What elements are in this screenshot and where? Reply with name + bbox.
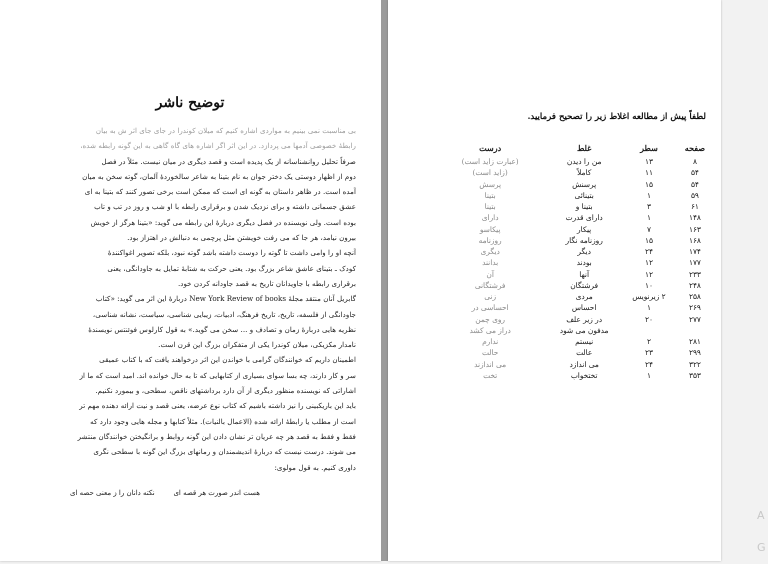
note-line: بوده است. ولی نویسنده در فصل دیگری دربارهٔ این رابطه می گوید: «بتینا هرگز از خویش	[90, 217, 356, 227]
errata-row	[440, 269, 720, 280]
errata-cell-line: ۱	[646, 190, 651, 200]
errata-cell-page: ۶۱	[690, 202, 699, 212]
errata-row	[440, 167, 720, 178]
errata-cell-page: ۲۸۱	[688, 337, 701, 347]
errata-cell-page: ۲۹۹	[688, 348, 701, 358]
errata-heading: لطفاً پیش از مطالعه اغلاط زیر را تصحیح فرمایید.	[527, 112, 706, 122]
verse-left-hemistich: نکته دانان را ز معنی حصه ای	[70, 489, 155, 497]
errata-cell-right: آن	[486, 269, 494, 279]
verse-right-hemistich: هست اندر صورت هر قصه ای	[173, 489, 260, 497]
errata-cell-line: ۲	[646, 337, 651, 347]
errata-row	[440, 179, 720, 190]
note-line: آمده است. در ظاهر داستان به گونه ای است که ممکن است برخی تصور کنند که بتینا به ای	[84, 187, 356, 197]
errata-cell-line	[628, 325, 670, 336]
errata-row	[440, 359, 720, 370]
errata-cell-right: می اندازند	[474, 359, 507, 369]
note-line: داوری کنیم. به قول مولوی:	[274, 462, 356, 472]
errata-cell-line: ۱۰	[644, 280, 653, 290]
errata-cell-wrong: می اندازد	[569, 359, 599, 369]
errata-cell-line: ۱	[646, 303, 651, 313]
errata-row	[440, 235, 720, 246]
errata-row	[440, 212, 720, 223]
errata-cell-right: حالت	[481, 348, 499, 358]
errata-cell-page: ۱۶۳	[688, 224, 701, 234]
errata-cell-page: ۳۵۳	[688, 370, 701, 380]
errata-row	[440, 347, 720, 358]
errata-cell-wrong: پیکار	[577, 224, 592, 234]
errata-cell-wrong: تختخواب	[570, 370, 598, 380]
verse	[70, 489, 260, 497]
errata-cell-right: بتینا	[484, 202, 496, 212]
errata-cell-line: ۱	[646, 213, 651, 223]
errata-cell-wrong: نیستم	[575, 337, 594, 347]
errata-cell-wrong: مردی	[575, 292, 593, 302]
errata-table	[440, 140, 720, 381]
errata-cell-line: ۱۲	[644, 269, 653, 279]
note-line: می شوند. درست نیست که دربارهٔ اندیشمندان و رمانهای بزرگ این گونه با سطحی نگری	[93, 447, 356, 457]
errata-cell-page: ۱۶۸	[688, 235, 701, 245]
errata-cell-line: ۱	[646, 370, 651, 380]
errata-cell-wrong: در زیر علف	[566, 314, 603, 324]
side-letter: G	[757, 541, 766, 554]
errata-cell-right: بتینا	[484, 190, 496, 200]
errata-cell-right: تخت	[483, 370, 498, 380]
note-line: بی مناسبت نمی بینیم به مواردی اشاره کنیم که میلان کوندرا در جای جای اثر ش به بیان	[95, 126, 356, 135]
errata-cell-right: (زاید است)	[472, 168, 508, 178]
errata-row	[440, 201, 720, 212]
errata-cell-wrong: بودند	[576, 258, 592, 268]
errata-cell-wrong: فرشتگان	[570, 280, 599, 290]
errata-cell-line: ۱۲	[644, 258, 653, 268]
errata-cell-right: دراز می کشد	[469, 325, 511, 335]
errata-cell-right: زنی	[484, 292, 497, 302]
errata-row	[440, 224, 720, 235]
errata-cell-right: بدانند	[482, 258, 499, 268]
errata-cell-line: ۱۱	[644, 168, 653, 178]
errata-row	[440, 280, 720, 291]
errata-cell-page: ۱۴۸	[688, 213, 701, 223]
note-line: بیرون نیامد، هر جا که می رفت خویشتن مثل پرچمی به دنبالش در اهتزاز بود.	[127, 233, 356, 243]
page-gutter	[381, 0, 388, 561]
note-line: کودک ـ بتینای عاشق شاعر بزرگ بود. یعنی حرکت به شتابهٔ تمایل به جاودانگی، یعنی	[107, 263, 356, 273]
errata-row	[440, 156, 720, 167]
errata-row	[440, 190, 720, 201]
errata-cell-line: ۱۵	[644, 179, 653, 189]
note-line: آنچه او را وامی داشت تا گوته را دوست داشته باشد گوته نبود، بلکه تصویر اغواکنندهٔ	[107, 248, 356, 258]
note-line: جاودانگی از فلسفه، تاریخ، تاریخ فرهنگ، ادبیات، زیبایی شناسی، سیاست، نشانه شناسی،	[92, 309, 356, 319]
errata-cell-page: ۳۲۲	[688, 359, 701, 369]
note-line: فقط و فقط به قصد هر چه عریان تر نشان دادن این گونه روابط و برانگیختن خوانندگان منتشر	[77, 431, 356, 441]
errata-cell-right: احساسی در	[471, 303, 509, 313]
errata-cell-page: ۲۷۷	[688, 314, 701, 324]
note-line: اشاراتی که نویسنده منظور دیگری از آن دارد برداشتهای ناقص، سطحی، و بیمورد نکنیم.	[95, 386, 356, 396]
note-line: است از مطلب یا رابطهٔ ارائه شده (الاعمال بالنیات). مثلاً کتابها و مجله هایی وجود دارد که	[90, 416, 356, 426]
header-right: درست	[479, 143, 502, 153]
note-line: اطمینان داریم که خوانندگان گرامی با خواندن این اثر درخواهند یافت که با کتاب عمیقی	[99, 355, 356, 365]
errata-row	[440, 314, 720, 325]
note-line: رابطهٔ خصوصی آدمها می پردازد. در این اثر اگر اشاره های گاه گاهی به این گونه رابطه شده،	[80, 141, 356, 151]
errata-header-row	[440, 140, 720, 156]
note-line: عشق جسمانی داشته و برای نزدیک شدن و برقراری رابطه با او شب و روز در تب و تاب	[94, 202, 356, 212]
errata-cell-wrong: مدفون می شود	[559, 325, 609, 335]
errata-cell-right: (عبارت زاید است)	[461, 157, 519, 167]
errata-cell-page: ۱۷۷	[688, 258, 701, 268]
errata-cell-right: روزنامه	[478, 235, 502, 245]
errata-row	[440, 246, 720, 257]
errata-cell-page: ۲۳۳	[688, 269, 701, 279]
errata-cell-line: ۲۴	[644, 359, 653, 369]
note-line: نامدار مکزیکی، میلان کوندرا یکی از متفکران بزرگ این قرن است.	[158, 340, 356, 350]
errata-row	[440, 291, 720, 302]
errata-cell-right: فرشتگانی	[474, 280, 506, 290]
errata-cell-right: روی چمن	[475, 314, 506, 324]
errata-cell-page: ۵۴	[690, 179, 699, 189]
errata-cell-wrong: احساس	[571, 303, 597, 313]
errata-cell-wrong: دارای قدرت	[565, 213, 603, 223]
errata-cell-wrong: عالت	[576, 348, 593, 358]
errata-body	[440, 156, 720, 381]
errata-cell-page: ۵۴	[690, 168, 699, 178]
errata-cell-page: ۲۴۸	[688, 280, 701, 290]
errata-row	[440, 370, 720, 381]
errata-row	[440, 336, 720, 347]
errata-cell-page: ۸	[692, 157, 697, 167]
errata-cell-wrong: بتینا و	[575, 202, 593, 212]
publisher-note-title: توضیح ناشر	[155, 95, 225, 111]
errata-cell-line: ۲۳	[644, 348, 653, 358]
errata-cell-page: ۱۷۴	[688, 247, 701, 257]
errata-cell-line: ۲ زیرنویس	[632, 292, 666, 302]
note-line: گابریل آنان منتقد مجلهٔ New York Review of books دربارهٔ این اثر می گوید: «کتاب	[95, 294, 356, 304]
errata-cell-right: دارای	[481, 213, 499, 223]
errata-row	[440, 325, 720, 336]
errata-row	[440, 302, 720, 313]
errata-cell-line: ۱۳	[644, 157, 653, 167]
errata-cell-wrong: روزنامه نگار	[565, 235, 603, 245]
errata-cell-right: ندارم	[482, 337, 499, 347]
errata-cell-line: ۷	[646, 224, 651, 234]
errata-cell-wrong: بتینائی	[574, 190, 594, 200]
errata-cell-page: ۲۵۸	[688, 292, 701, 302]
errata-cell-page	[670, 325, 720, 336]
note-line: صرفاً تحلیل روانشناسانه از یک پدیده است و قصد دیگری در میان نیست. مثلاً در فصل	[101, 156, 356, 166]
note-line: باید این باریکبینی را نیز داشته باشیم که کتاب نوع عرضه، یعنی قصد و نیت ارائه دهنده مهم تر	[79, 401, 356, 411]
note-line: برقراری رابطه با جاویدانان تاریخ به قصد جاودانه کردن خود.	[177, 278, 356, 288]
header-wrong: غلط	[576, 143, 592, 153]
note-line: دوم از اظهار دوستی یک دختر جوان به نام بتینا به شاعر سالخوردهٔ آلمان، گوته سخن به میان	[82, 171, 356, 181]
errata-cell-line: ۳	[646, 202, 651, 212]
errata-cell-right: دیگری	[480, 247, 500, 257]
errata-cell-right: پرسش	[479, 179, 502, 189]
note-line: سر و کار دارند، چه بسا سوای بسیاری از کتابهایی که تا به حال خوانده اند. امید است که ما از	[79, 370, 356, 380]
errata-cell-page: ۲۶۹	[688, 303, 701, 313]
errata-cell-line: ۲۴	[644, 247, 653, 257]
errata-cell-page: ۵۹	[690, 190, 699, 200]
errata-cell-line: ۱۵	[644, 235, 653, 245]
errata-row	[440, 257, 720, 268]
header-page: صفحه	[684, 143, 706, 153]
errata-cell-line: ۲۰	[644, 314, 653, 324]
side-letter: A	[757, 509, 765, 522]
errata-cell-wrong: پرسنش	[572, 179, 597, 189]
errata-cell-wrong: من را دیدن	[566, 157, 602, 167]
errata-cell-wrong: کاملاً	[577, 168, 592, 178]
side-letters	[757, 500, 768, 564]
errata-cell-wrong: آنها	[579, 269, 590, 279]
publisher-note-body	[42, 123, 356, 475]
errata-cell-right: پیکاسو	[479, 224, 501, 234]
note-line: نظریه هایی دربارهٔ زمان و تصادف و ... سخن می گوید.» به قول کارلوس فوئنتس نویسندهٔ	[88, 324, 356, 334]
errata-cell-wrong: دیگر	[577, 247, 591, 257]
header-line: سطر	[640, 143, 658, 153]
